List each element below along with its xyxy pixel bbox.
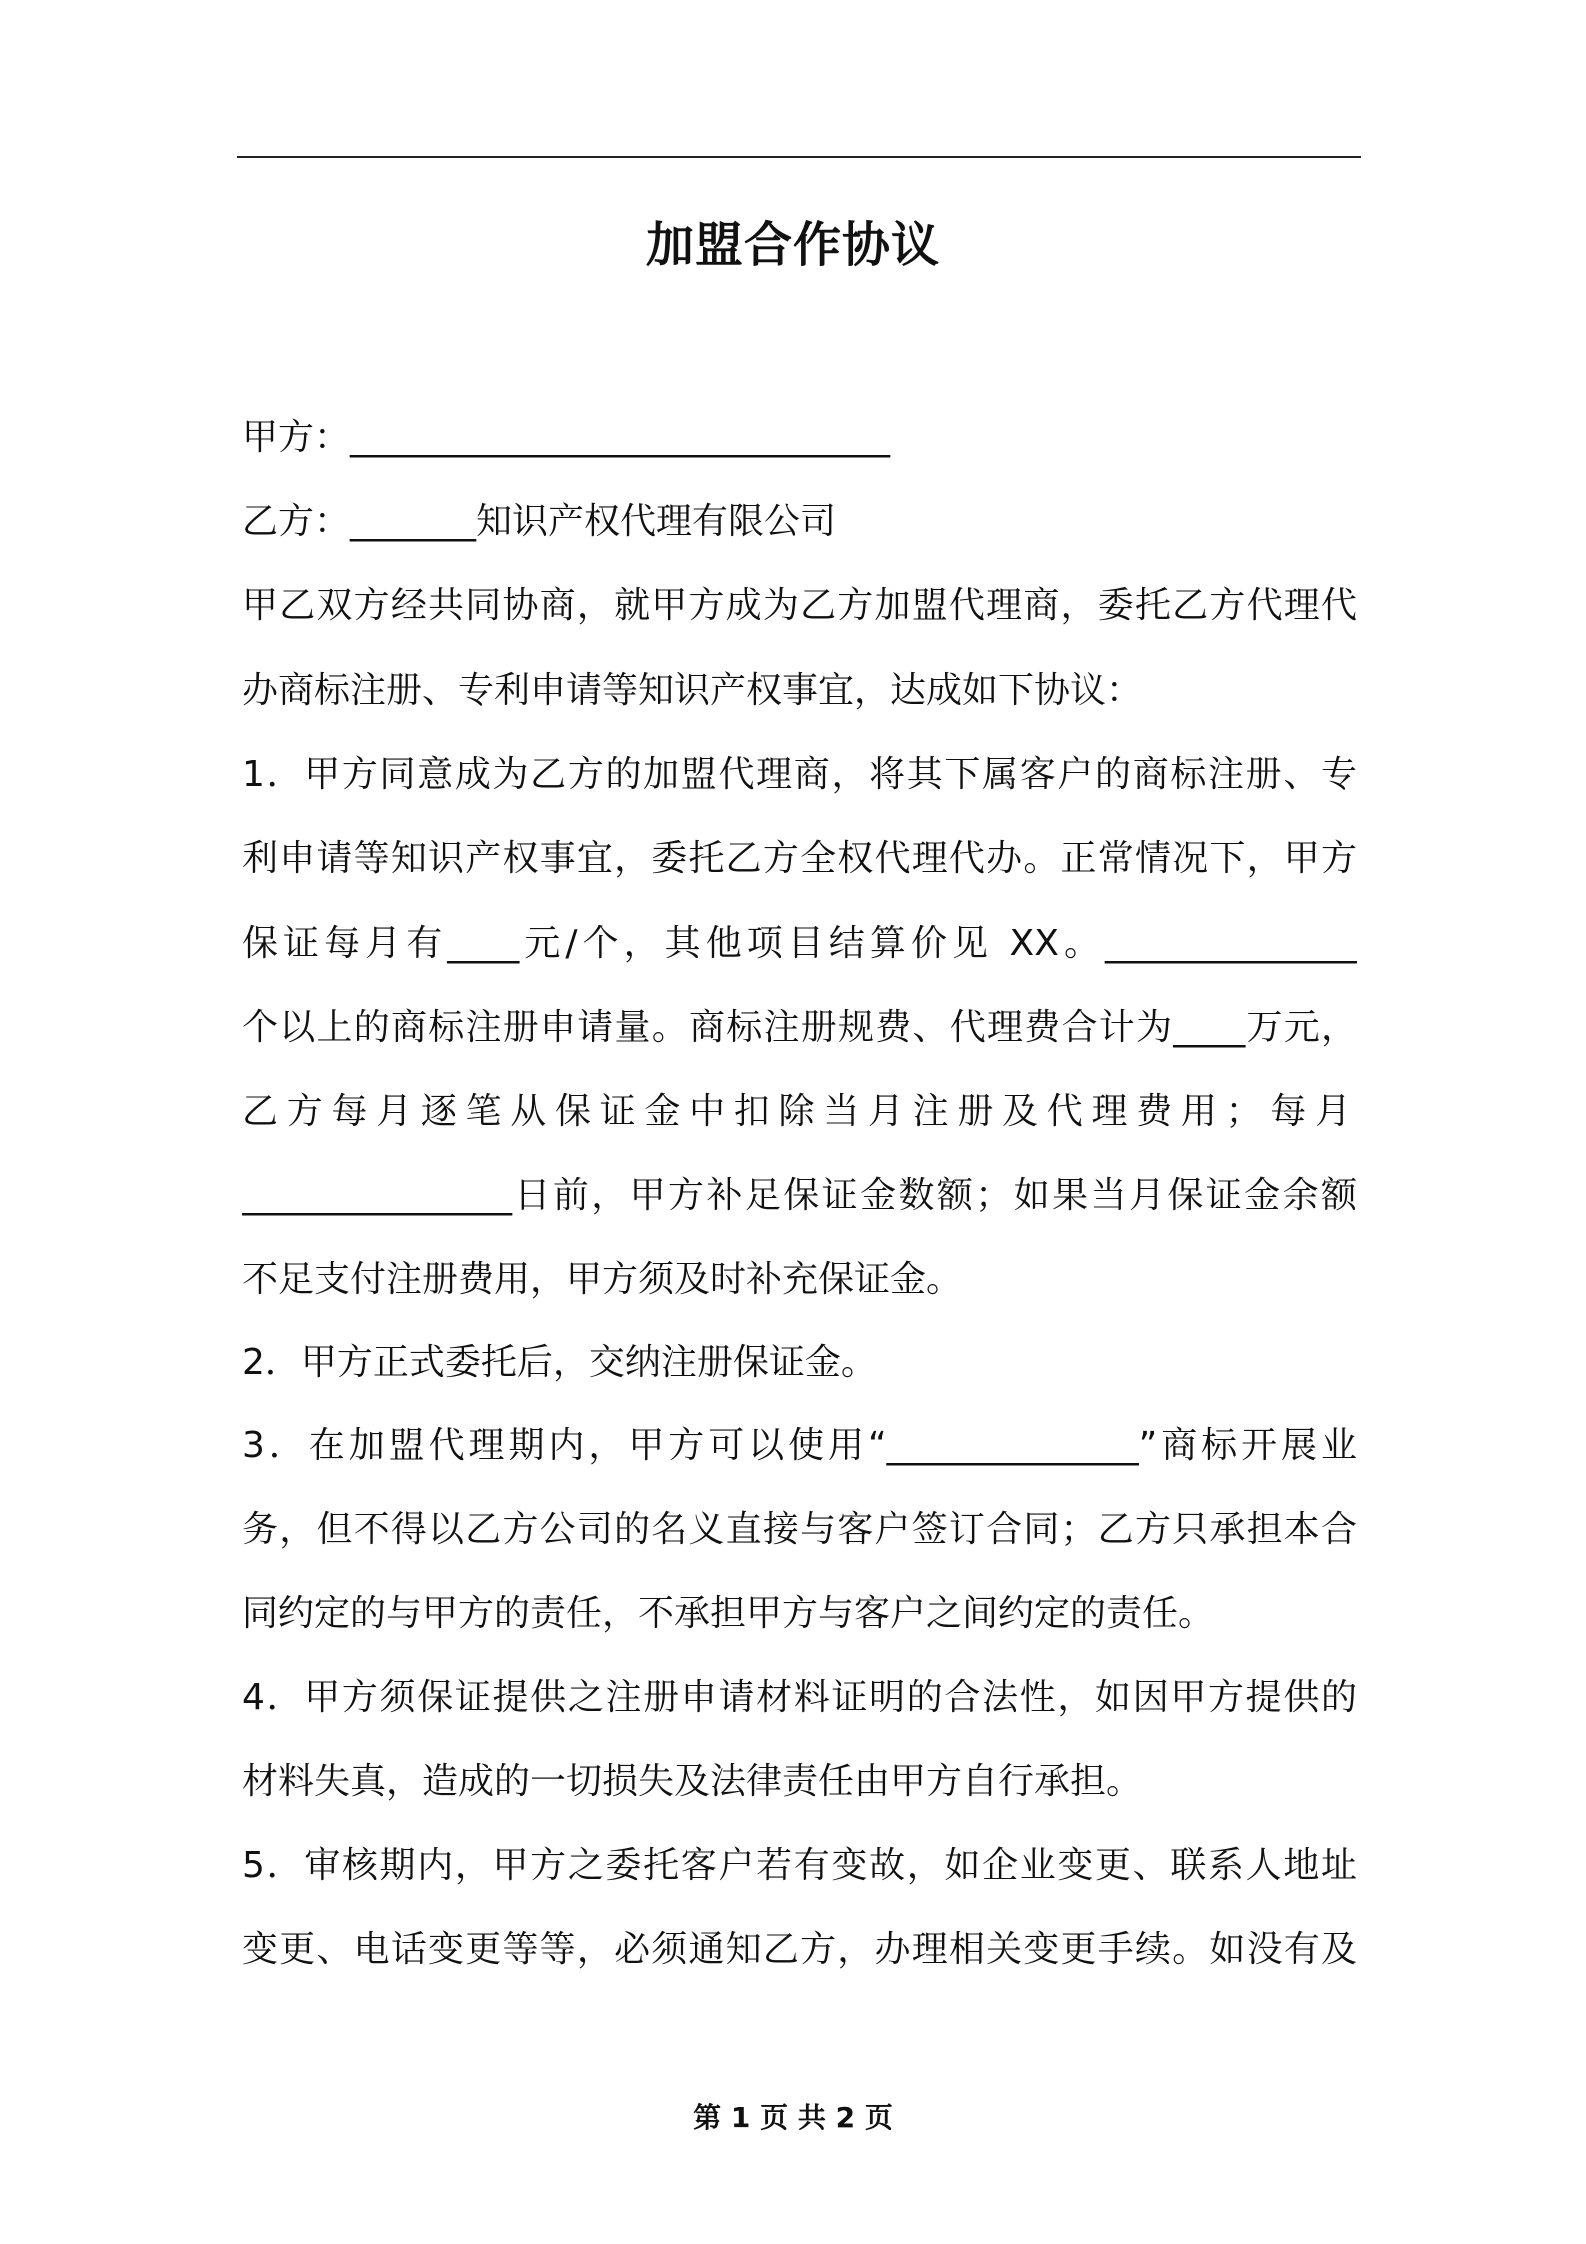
clause-3-line: 务，但不得以乙方公司的名义直接与客户签订合同；乙方只承担本合 (242, 1509, 1357, 1550)
clause-4-line: 材料失真，造成的一切损失及法律责任由甲方自行承担。 (242, 1761, 1143, 1802)
party-b-line: 乙方：_______知识产权代理有限公司 (242, 501, 837, 542)
clause-1-line: 个以上的商标注册申请量。商标注册规费、代理费合计为____万元， (242, 1007, 1357, 1048)
party-a-line: 甲方：______________________________ (242, 417, 891, 458)
clause-1-line: 乙方每月逐笔从保证金中扣除当月注册及代理费用；每月 (242, 1091, 1357, 1132)
clause-1-line: _______________日前，甲方补足保证金数额；如果当月保证金余额 (242, 1175, 1357, 1216)
preamble-line: 甲乙双方经共同协商，就甲方成为乙方加盟代理商，委托乙方代理代 (242, 585, 1357, 626)
clause-1-line: 保证每月有____元/个，其他项目结算价见 XX。______________ (242, 923, 1357, 964)
clause-2-line: 2．甲方正式委托后，交纳注册保证金。 (242, 1342, 877, 1383)
clause-1-line: 1．甲方同意成为乙方的加盟代理商，将其下属客户的商标注册、专 (242, 754, 1357, 795)
page-number: 第 1 页 共 2 页 (693, 2101, 893, 2134)
clause-5-line: 变更、电话变更等等，必须通知乙方，办理相关变更手续。如没有及 (242, 1929, 1357, 1970)
clause-1-line: 利申请等知识产权事宜，委托乙方全权代理代办。正常情况下，甲方 (242, 838, 1357, 879)
clause-4-line: 4．甲方须保证提供之注册申请材料证明的合法性，如因甲方提供的 (242, 1677, 1357, 1718)
clause-3-line: 同约定的与甲方的责任，不承担甲方与客户之间约定的责任。 (242, 1593, 1215, 1634)
clause-1-line: 不足支付注册费用，甲方须及时补充保证金。 (242, 1259, 963, 1300)
clause-5-line: 5．审核期内，甲方之委托客户若有变故，如企业变更、联系人地址 (242, 1845, 1357, 1886)
document-title: 加盟合作协议 (645, 217, 940, 273)
clause-3-line: 3．在加盟代理期内，甲方可以使用“______________”商标开展业 (242, 1425, 1357, 1466)
header-rule (237, 156, 1361, 158)
preamble-line: 办商标注册、专利申请等知识产权事宜，达成如下协议： (242, 670, 1143, 711)
